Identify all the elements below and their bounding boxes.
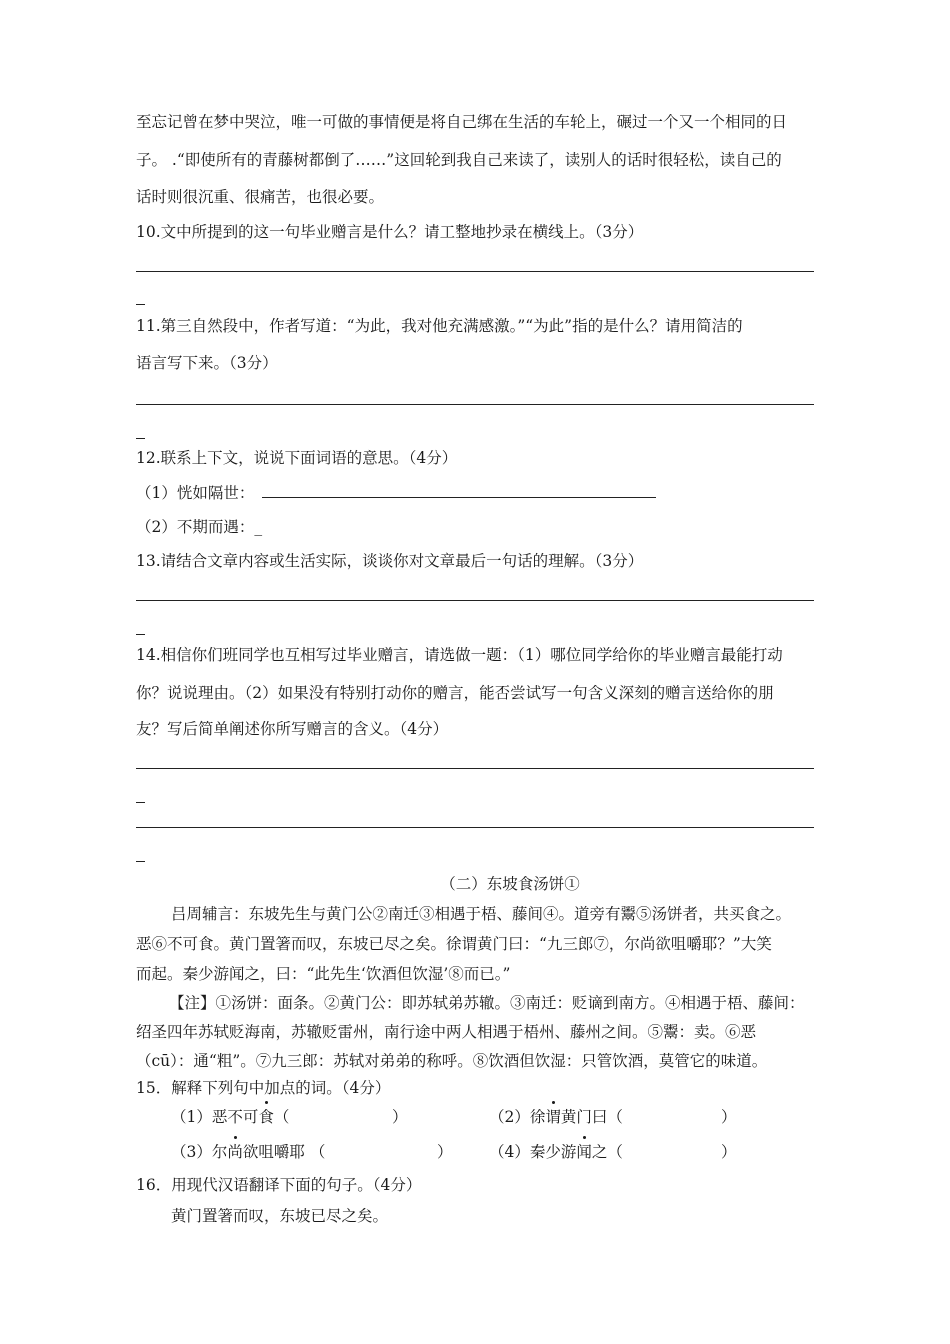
translation-sentence: 黄门置箸而叹，东坡已尽之矣。 — [171, 1207, 389, 1225]
question-16: 16．用现代汉语翻译下面的句子。（4分） — [136, 1176, 422, 1194]
answer-line[interactable] — [136, 600, 814, 601]
passage-line: 子。 .“即使所有的青藤树都倒了……”这回轮到我自己来读了，读别人的话时很轻松，读自己的 — [136, 151, 782, 169]
emphasis-dot-char: 谓 — [545, 1108, 561, 1126]
passage-line: 话时则很沉重、很痛苦，也很必要。 — [136, 188, 385, 206]
annotation-notes: 【注】①汤饼：面条。②黄门公：即苏轼弟苏辙。③南迁：贬谪到南方。④相遇于梧、藤间： — [169, 994, 805, 1012]
passage-line: 至忘记曾在梦中哭泣，唯一可做的事情便是将自己绑在生活的车轮上，碾过一个又一个相同的日 — [136, 113, 788, 131]
question-15-item: （4）秦少游闻之（ — [489, 1143, 623, 1161]
answer-line-end — [136, 634, 145, 635]
question-15-item: （1）恶不可食（ — [171, 1108, 290, 1126]
answer-line[interactable] — [136, 827, 814, 828]
classical-text: 而起。秦少游闻之，曰：“此先生‘饮酒但饮湿’⑧而已。” — [136, 965, 511, 983]
answer-close-paren: ） — [392, 1108, 408, 1126]
question-15-item: （3）尔尚欲咀嚼耶 （ — [171, 1143, 326, 1161]
question-14: 14.相信你们班同学也互相写过毕业赠言，请选做一题：（1）哪位同学给你的毕业赠言最能打动 — [136, 646, 783, 664]
classical-text: 恶⑥不可食。黄门置箸而叹，东坡已尽之矣。徐谓黄门曰：“九三郎⑦，尔尚欲咀嚼耶？”大笑 — [136, 935, 772, 953]
question-10: 10.文中所提到的这一句毕业赠言是什么？请工整地抄录在横线上。（3分） — [136, 223, 644, 241]
answer-close-paren: ） — [437, 1143, 453, 1161]
answer-line[interactable] — [136, 404, 814, 405]
emphasis-dot-char: 尚 — [227, 1143, 243, 1161]
answer-line-end — [136, 438, 145, 439]
answer-line[interactable] — [136, 271, 814, 272]
question-12-item-2: （2）不期而遇：_ — [136, 518, 263, 536]
question-11: 语言写下来。（3分） — [136, 354, 278, 372]
question-12: 12.联系上下文，说说下面词语的意思。（4分） — [136, 449, 458, 467]
question-12-item-1: （1）恍如隔世： — [136, 484, 255, 502]
answer-line[interactable] — [262, 497, 656, 498]
emphasis-dot-char: 闻 — [576, 1143, 592, 1161]
answer-line-end — [136, 304, 145, 305]
annotation-notes: 绍圣四年苏轼贬海南，苏辙贬雷州，南行途中两人相遇于梧州、藤州之间。⑤鬻：卖。⑥恶 — [136, 1023, 757, 1041]
question-15-item: （2）徐谓黄门曰（ — [489, 1108, 623, 1126]
question-15: 15．解释下列句中加点的词。（4分） — [136, 1079, 391, 1097]
answer-close-paren: ） — [721, 1108, 737, 1126]
answer-line-end — [136, 802, 145, 803]
question-14: 你？说说理由。（2）如果没有特别打动你的赠言，能否尝试写一句含义深刻的赠言送给你的朋 — [136, 684, 774, 702]
answer-close-paren: ） — [721, 1143, 737, 1161]
question-14: 友？写后简单阐述你所写赠言的含义。（4分） — [136, 720, 449, 738]
emphasis-dot-char: 食 — [258, 1108, 274, 1126]
annotation-notes: （cū）：通“粗”。⑦九三郎：苏轼对弟弟的称呼。⑧饮酒但饮湿：只管饮酒，莫管它的味道。 — [136, 1052, 768, 1070]
question-13: 13.请结合文章内容或生活实际，谈谈你对文章最后一句话的理解。（3分） — [136, 552, 644, 570]
answer-line[interactable] — [136, 768, 814, 769]
section-title: （二）东坡食汤饼① — [440, 875, 580, 893]
answer-line-end — [136, 861, 145, 862]
classical-text: 吕周辅言：东坡先生与黄门公②南迁③相遇于梧、藤间④。道旁有鬻⑤汤饼者，共买食之。 — [171, 905, 792, 923]
question-11: 11.第三自然段中，作者写道：“为此，我对他充满感激。”“为此”指的是什么？请用简洁的 — [136, 317, 743, 335]
